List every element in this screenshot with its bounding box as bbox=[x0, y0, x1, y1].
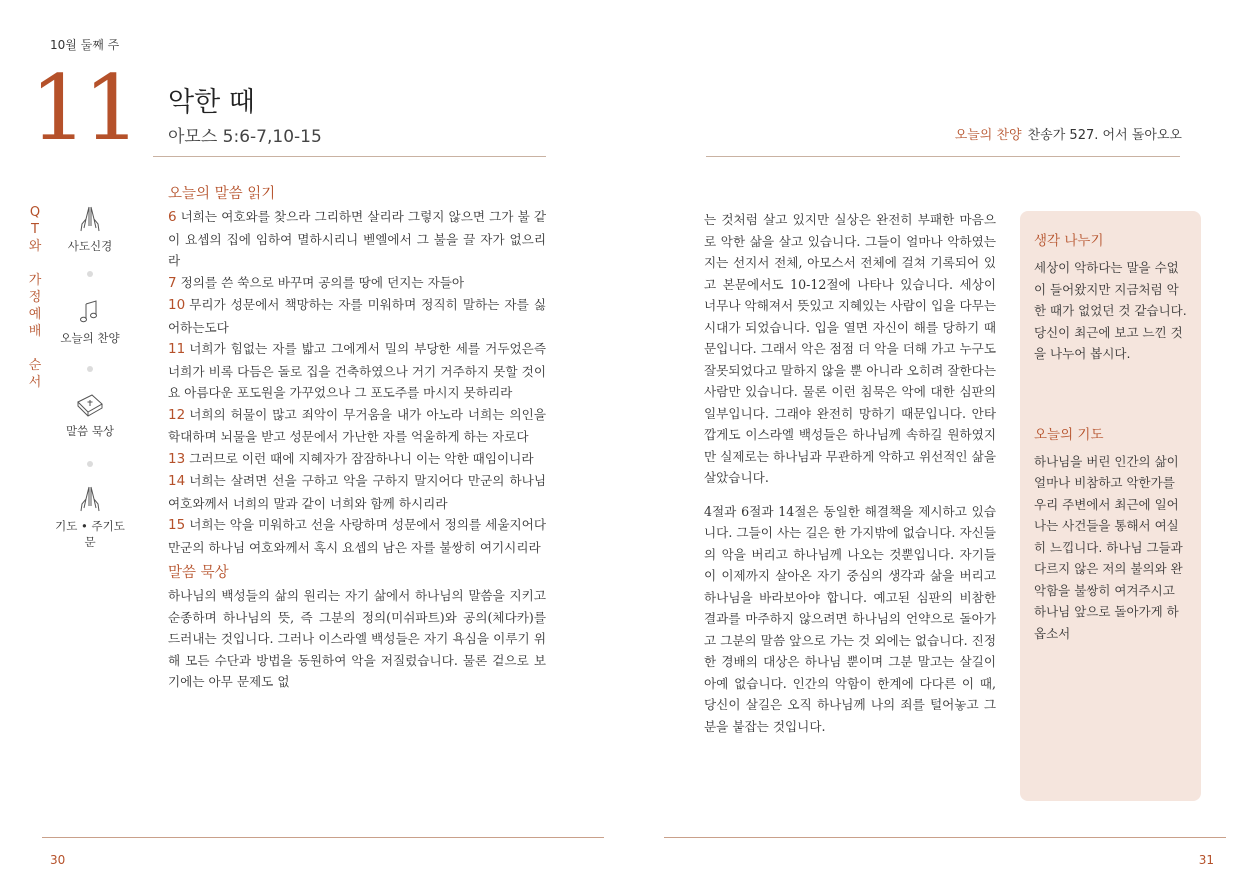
verse-paragraph bbox=[168, 404, 546, 448]
meditation-paragraph: 하나님의 백성들의 삶의 원리는 자기 삶에서 하나님의 말씀을 지키고 순종하며 하나님의 뜻, 즉 그분의 정의(미쉬파트)와 공의(체다카)를 드러내는 것입니다. 그러나 이스라엘 백성들은 자기 욕심을 이루기 위해 모든 수단과 방법을 동원하여 악을 저질렀습니다. 물론 겉으로 보기에는 아무 문제도 없 bbox=[168, 588, 546, 689]
sidebar-item-meditation bbox=[52, 389, 128, 439]
sidebar-item-label: 사도신경 bbox=[67, 239, 113, 253]
sidebar-item-label: 말씀 묵상 bbox=[65, 424, 115, 438]
vertical-title-char: Q bbox=[29, 205, 41, 220]
bible-icon bbox=[75, 389, 105, 419]
vertical-title-char: 정 bbox=[28, 290, 42, 305]
sharing-box bbox=[1020, 211, 1201, 801]
praying-hands-icon bbox=[75, 484, 105, 514]
verse-number: 7 bbox=[168, 274, 177, 291]
sidebar-item-label: 기도 • 주기도문 bbox=[55, 519, 125, 549]
verse-number: 6 bbox=[168, 209, 177, 225]
page-number-right: 31 bbox=[1198, 853, 1214, 867]
praying-hands-icon bbox=[75, 204, 105, 234]
page-number-left: 30 bbox=[50, 853, 66, 867]
sidebar-separator-dot bbox=[87, 366, 93, 372]
vertical-title-char: T bbox=[31, 222, 39, 237]
right-column bbox=[704, 209, 996, 737]
todays-hymn bbox=[955, 124, 1182, 143]
footer-divider-right bbox=[664, 837, 1226, 838]
sidebar-item-todays-hymn bbox=[52, 296, 128, 346]
vertical-title-char: 가 bbox=[28, 273, 42, 288]
page-title: 악한 때 bbox=[168, 87, 255, 118]
scripture-reference: 아모스 5:6-7,10-15 bbox=[168, 127, 322, 147]
verse-paragraph bbox=[168, 448, 546, 471]
hymn-label: 오늘의 찬양 bbox=[954, 128, 1022, 143]
meditation-paragraph: 는 것처럼 살고 있지만 실상은 완전히 부패한 마음으로 악한 삶을 살고 있습니다. 그들이 얼마나 악하였는지는 선지서 전체, 아모스서 전체에 걸쳐 기록되어 있고 본문에서도 10-12절에 나타나 있습니다. 세상이 너무나 악해져서 뜻있고 지혜있는 사람이 입을 다무는 시대가 되었습니다. 입을 열면 자신이 해를 당하기 때문입니다. 그래서 악은 점점 더 악을 더해 가고 누구도 잘못되었다고 말하지 않을 뿐 아니라 오히려 잘한다는 사람만 있습니다. 물론 이런 침묵은 악에 대한 심판의 일부입니다. 그래야 완전히 망하기 때문입니다. 안타깝게도 이스라엘 백성들은 하나님께 속하길 원하였지만 실제로는 하나님과 무관하게 악하고 위선적인 삶을 살았습니다. bbox=[704, 212, 996, 485]
sidebar-item-prayer bbox=[52, 484, 128, 550]
sharing-text: 세상이 악하다는 말을 수없이 들어왔지만 지금처럼 악한 때가 없었던 것 같습니다. 당신이 최근에 보고 느낀 것을 나누어 봅시다. bbox=[1034, 260, 1187, 361]
vertical-title-char: 배 bbox=[28, 324, 42, 339]
verse-text: 너희는 살려면 선을 구하고 악을 구하지 말지어다 만군의 하나님 여호와께서 너희의 말과 같이 너희와 함께 하시리라 bbox=[168, 473, 546, 511]
prayer-heading: 오늘의 기도 bbox=[1034, 426, 1104, 443]
music-note-icon bbox=[75, 296, 105, 326]
meditation-heading: 말씀 묵상 bbox=[168, 565, 229, 581]
left-column bbox=[168, 182, 546, 693]
vertical-title-char: 와 bbox=[28, 239, 42, 254]
verse-text: 그러므로 이런 때에 지혜자가 잠잠하나니 이는 악한 때임이니라 bbox=[189, 450, 534, 466]
sidebar-item-apostles-creed bbox=[52, 204, 128, 254]
verse-text: 무리가 성문에서 책망하는 자를 미워하며 정직히 말하는 자를 싫어하는도다 bbox=[168, 297, 546, 335]
verse-paragraph bbox=[168, 272, 546, 295]
hymn-title: 찬송가 527. 어서 돌아오오 bbox=[1027, 128, 1182, 143]
sidebar-separator-dot bbox=[87, 271, 93, 277]
verse-paragraph bbox=[168, 206, 546, 272]
verse-number: 13 bbox=[168, 450, 186, 467]
verse-text: 너희는 악을 미워하고 선을 사랑하며 성문에서 정의를 세울지어다 만군의 하나님 여호와께서 혹시 요셉의 남은 자를 불쌍히 여기시리라 bbox=[168, 517, 546, 555]
vertical-title-char: 순 bbox=[28, 358, 42, 373]
prayer-text: 하나님을 버린 인간의 삶이 얼마나 비참하고 악한가를 우리 주변에서 최근에 일어나는 사건들을 통해서 여실히 느낍니다. 하나님 그들과 다르지 않은 저의 불의와 완악함을 불쌍히 여겨주시고 하나님 앞으로 돌아가게 하옵소서 bbox=[1034, 453, 1183, 641]
sidebar-item-label: 오늘의 찬양 bbox=[60, 331, 120, 345]
footer-divider-left bbox=[42, 837, 604, 838]
verse-text: 너희가 힘없는 자를 밟고 그에게서 밀의 부당한 세를 거두었은즉 너희가 비록 다듬은 돌로 집을 건축하였으나 거기 거주하지 못할 것이요 아름다운 포도원을 가꾸었으나 그 포도주를 마시지 못하리라 bbox=[168, 341, 546, 400]
verse-text: 너희의 허물이 많고 죄악이 무거움을 내가 아노라 너희는 의인을 학대하며 뇌물을 받고 성문에서 가난한 자를 억울하게 하는 자로다 bbox=[168, 406, 546, 444]
header-divider-left bbox=[153, 156, 546, 157]
verse-paragraph bbox=[168, 514, 546, 558]
verse-number: 11 bbox=[168, 341, 186, 357]
verse-number: 12 bbox=[168, 406, 186, 423]
sharing-heading: 생각 나누기 bbox=[1034, 233, 1104, 249]
verse-number: 14 bbox=[168, 473, 186, 489]
verse-paragraph bbox=[168, 294, 546, 338]
day-number: 11 bbox=[30, 56, 137, 161]
vertical-title-char: 서 bbox=[28, 375, 42, 390]
verse-paragraph bbox=[168, 338, 546, 404]
verse-text: 정의를 쓴 쑥으로 바꾸며 공의를 땅에 던지는 자들아 bbox=[180, 274, 465, 290]
verse-paragraph bbox=[168, 470, 546, 514]
vertical-title-char: 예 bbox=[28, 307, 42, 322]
verse-number: 10 bbox=[168, 297, 186, 313]
reading-heading: 오늘의 말씀 읽기 bbox=[168, 186, 276, 202]
verse-text: 너희는 여호와를 찾으라 그리하면 살리라 그렇지 않으면 그가 불 같이 요셉의 집에 임하여 멸하시리니 벧엘에서 그 불을 끌 자가 없으리라 bbox=[168, 209, 546, 268]
week-label: 10월 둘째 주 bbox=[50, 38, 120, 52]
verse-number: 15 bbox=[168, 517, 186, 533]
vertical-section-title bbox=[28, 204, 42, 391]
header-divider-right bbox=[706, 156, 1180, 157]
meditation-paragraph: 4절과 6절과 14절은 동일한 해결책을 제시하고 있습니다. 그들이 사는 길은 한 가지밖에 없습니다. 자신들의 악을 버리고 하나님께 나오는 것뿐입니다. 자기들이 이제까지 살아온 자기 중심의 생각과 삶을 버리고 하나님을 바라보아야 합니다. 예고된 심판의 비참한 결과를 마주하지 않으려면 하나님의 언약으로 돌아가고 그분의 말씀 앞으로 가는 것 외에는 없습니다. 진정한 경배의 대상은 하나님 뿐이며 그분 말고는 살길이 아예 없습니다. 인간의 악함이 한계에 다다른 이 때, 당신이 살길은 오직 하나님께 나의 죄를 털어놓고 그분을 붙잡는 것입니다. bbox=[704, 503, 996, 734]
sidebar-separator-dot bbox=[87, 461, 93, 467]
